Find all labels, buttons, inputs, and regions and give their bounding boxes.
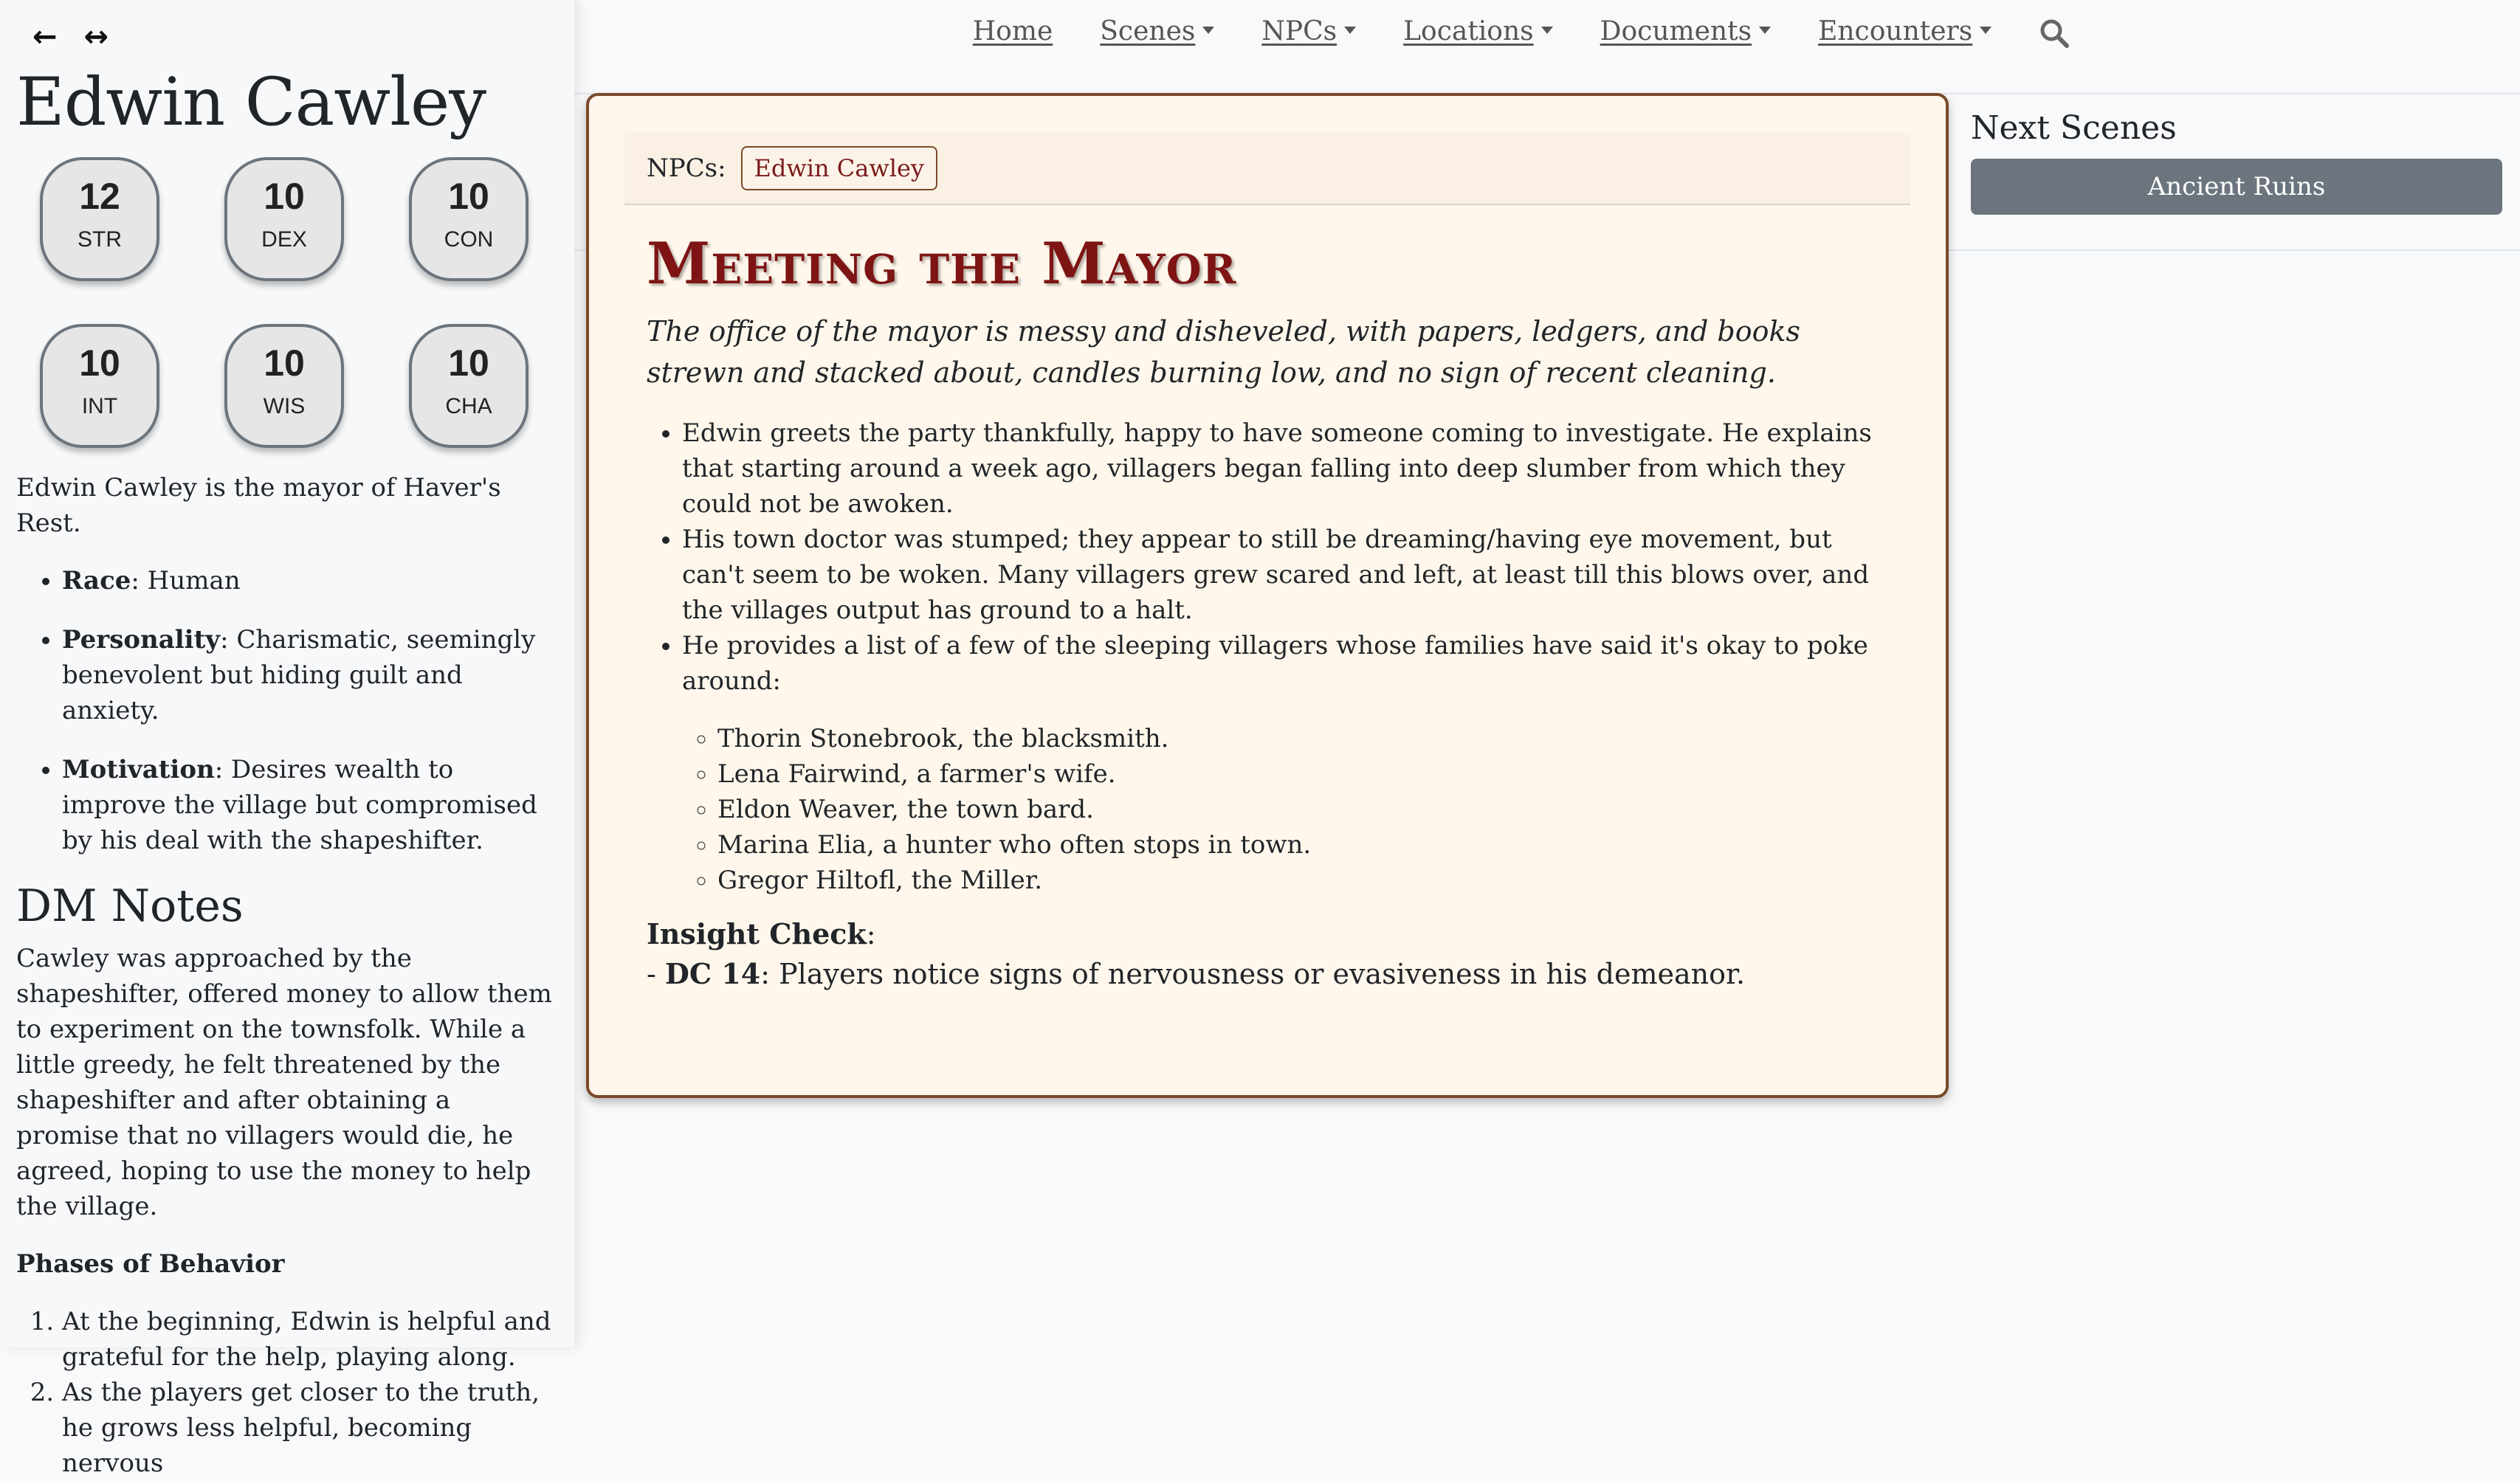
next-scene-ancient-ruins-button[interactable]: Ancient Ruins: [1971, 159, 2502, 215]
scene-description: The office of the mayor is messy and disheveled, with papers, ledgers, and books strewn and stacked about, candles burning low, and no sign of recent cleaning.: [647, 315, 1801, 389]
npc-traits: [16, 563, 560, 858]
stat-int: [40, 324, 159, 448]
stat-value: 10: [79, 342, 120, 384]
next-scenes-panel: [1971, 109, 2502, 215]
stat-label: STR: [78, 227, 122, 252]
insight-check-title: [647, 917, 1888, 950]
dm-notes-text: Cawley was approached by the shapeshifter, offered money to allow them to experiment on the townsfolk. While a little greedy, he felt threatened by the shapeshifter and after obtaining a promise that no villagers would die, he agreed, hoping to use the money to help the village.: [16, 943, 552, 1221]
stat-label: WIS: [263, 393, 306, 418]
stat-value: 10: [448, 175, 489, 217]
scene-body: [624, 230, 1910, 995]
trait-value: : Desires wealth to improve the village but compromised by his deal with the shapeshifter.: [62, 754, 537, 855]
nav-locations[interactable]: [1403, 16, 1553, 46]
caret-down-icon: [1202, 27, 1214, 34]
scene-card: [586, 93, 1949, 1098]
insight-dc: DC 14: [664, 957, 761, 990]
nav-label: Locations: [1403, 16, 1534, 46]
scene-title: Meeting the Mayor: [647, 230, 1237, 297]
phases-title: Phases of Behavior: [16, 1249, 285, 1279]
stat-dex: [224, 157, 344, 281]
npc-sidebar: [0, 0, 574, 1478]
villager-item: ◦ Lena Fairwind, a farmer's wife.: [717, 756, 1888, 792]
nav-label: Documents: [1600, 16, 1752, 46]
dm-notes-title: DM Notes: [16, 880, 244, 932]
villager-item: ◦ Gregor Hiltofl, the Miller.: [717, 863, 1888, 898]
stat-label: INT: [81, 393, 118, 418]
nav-home[interactable]: [973, 16, 1053, 46]
stat-value: 10: [448, 342, 489, 384]
nav-npcs[interactable]: [1261, 16, 1356, 46]
stat-value: 10: [264, 175, 305, 217]
list-item: [682, 628, 1888, 898]
nav-scenes[interactable]: [1100, 16, 1214, 46]
ability-scores: [16, 157, 560, 448]
top-navigation: [574, 0, 2520, 94]
nav-label: Scenes: [1100, 16, 1196, 46]
insight-text: : Players notice signs of nervousness or evasiveness in his demeanor.: [760, 958, 1746, 990]
villager-item: ◦ Eldon Weaver, the town bard.: [717, 792, 1888, 827]
villager-list: [682, 721, 1888, 898]
trait-label: Race: [62, 565, 131, 595]
npcs-label: NPCs:: [647, 153, 726, 183]
scene-npc-bar: [624, 133, 1910, 205]
nav-documents[interactable]: [1600, 16, 1771, 46]
villager-item: ◦ Marina Elia, a hunter who often stops in town.: [717, 827, 1888, 863]
list-item-text: He provides a list of a few of the sleeping villagers whose families have said it's okay to poke around:: [682, 631, 1868, 696]
trait-value: : Charismatic, seemingly benevolent but hiding guilt and anxiety.: [62, 624, 536, 725]
trait-value: : Human: [131, 565, 241, 595]
nav-encounters[interactable]: [1818, 16, 1991, 46]
stat-label: CON: [444, 227, 494, 252]
nav-label: Encounters: [1818, 16, 1973, 46]
list-item: • His town doctor was stumped; they appear to still be dreaming/having eye movement, but can't seem to be woken. Many villagers grew scared and left, at least till this blows over, and the villages output has ground to a halt.: [682, 522, 1888, 628]
search-icon-svg: [2039, 18, 2070, 49]
insight-dash: -: [647, 958, 665, 990]
phase-item: 2. As the players get closer to the truth, he grows less helpful, becoming nervous: [62, 1375, 560, 1481]
stat-wis: [224, 324, 344, 448]
nav-label: NPCs: [1261, 16, 1338, 46]
trait-personality: [62, 622, 560, 728]
trait-motivation: [62, 752, 560, 858]
search-icon[interactable]: [2039, 18, 2070, 52]
stat-str: [40, 157, 159, 281]
npc-description: Edwin Cawley is the mayor of Haver's Rest.: [16, 472, 501, 538]
stat-con: [409, 157, 529, 281]
expand-arrows-icon[interactable]: ↔: [83, 20, 109, 54]
list-item: • Edwin greets the party thankfully, happy to have someone coming to investigate. He explains that starting around a week ago, villagers began falling into deep slumber from which they could not be awoken.: [682, 415, 1888, 522]
caret-down-icon: [1980, 27, 1991, 34]
next-scenes-title: Next Scenes: [1971, 109, 2177, 147]
npc-tag-edwin-cawley[interactable]: Edwin Cawley: [741, 146, 937, 190]
caret-down-icon: [1541, 27, 1553, 34]
trait-label: Motivation: [62, 754, 215, 784]
phases-list: [16, 1304, 560, 1481]
caret-down-icon: [1344, 27, 1356, 34]
back-arrow-icon[interactable]: ←: [32, 20, 58, 54]
npc-name: Edwin Cawley: [16, 63, 486, 141]
trait-race: [62, 563, 560, 598]
villager-item: ◦ Thorin Stonebrook, the blacksmith.: [717, 721, 1888, 756]
stat-cha: [409, 324, 529, 448]
sidebar-controls: [16, 16, 560, 58]
stat-label: DEX: [261, 227, 307, 252]
stat-value: 10: [264, 342, 305, 384]
insight-colon: :: [866, 918, 876, 950]
stat-value: 12: [79, 175, 120, 217]
nav-label: Home: [972, 16, 1053, 46]
scene-bullets: [647, 415, 1888, 898]
caret-down-icon: [1759, 27, 1771, 34]
insight-check-line: [647, 953, 1888, 995]
trait-label: Personality: [62, 624, 221, 655]
phase-item: 1. At the beginning, Edwin is helpful and grateful for the help, playing along.: [62, 1304, 560, 1375]
insight-check-label: Insight Check: [647, 917, 867, 950]
stat-label: CHA: [445, 393, 492, 418]
